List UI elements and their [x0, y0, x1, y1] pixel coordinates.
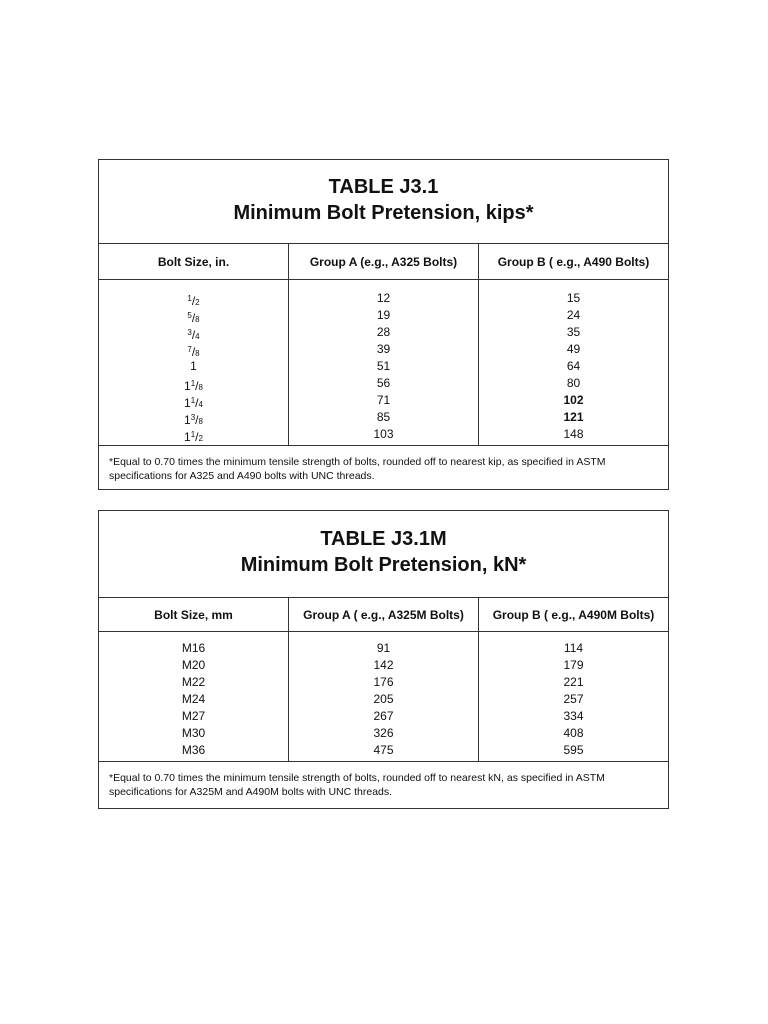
- group-a-column: [289, 280, 479, 445]
- bolt-size-cell: $1^1/2$: [184, 430, 203, 444]
- group-b-cell: 49: [566, 342, 581, 356]
- table-header-row: [99, 598, 668, 632]
- group-a-cell: 51: [376, 359, 391, 373]
- bolt-size-cell: M36: [181, 743, 206, 757]
- group-b-column: [479, 280, 668, 445]
- bolt-size-cell: M22: [181, 675, 206, 689]
- group-a-cell: 85: [376, 410, 391, 424]
- group-b-cell: 221: [563, 675, 584, 689]
- group-a-column: [289, 632, 479, 761]
- group-a-cell: 326: [373, 726, 394, 740]
- bolt-size-cell: M30: [181, 726, 206, 740]
- bolt-size-cell: M27: [181, 709, 206, 723]
- table-title: TABLE J3.1M: [320, 528, 447, 550]
- group-b-cell: 15: [566, 291, 581, 305]
- group-a-cell: 12: [376, 291, 391, 305]
- group-b-cell: 257: [563, 692, 584, 706]
- column-header-bolt-size: Bolt Size, in.: [99, 244, 289, 279]
- bolt-size-cell: $^1$/2: [187, 294, 200, 308]
- group-a-cell: 267: [373, 709, 394, 723]
- column-header-group-b: Group B ( e.g., A490M Bolts): [492, 607, 655, 622]
- group-b-cell: 102: [563, 393, 584, 407]
- bolt-size-cell: 1: [190, 359, 197, 373]
- bolt-size-cell: $1^1/4$: [184, 396, 203, 410]
- column-header-group-a: Group A ( e.g., A325M Bolts): [289, 598, 479, 631]
- group-a-cell: 205: [373, 692, 394, 706]
- group-b-cell: 35: [566, 325, 581, 339]
- group-a-cell: 71: [376, 393, 391, 407]
- group-b-cell: 64: [566, 359, 581, 373]
- group-a-cell: 39: [376, 342, 391, 356]
- bolt-size-column: [99, 280, 289, 445]
- table-j3-1m: [98, 510, 669, 809]
- group-b-cell: 24: [566, 308, 581, 322]
- table-title-block: [99, 160, 668, 244]
- table-body: [99, 632, 668, 762]
- group-a-cell: 91: [376, 641, 391, 655]
- column-header-group-b: Group B ( e.g., A490 Bolts): [497, 254, 650, 269]
- column-header-group-a: Group A (e.g., A325 Bolts): [289, 244, 479, 279]
- group-a-cell: 475: [373, 743, 394, 757]
- table-header-row: [99, 244, 668, 280]
- bolt-size-column: [99, 632, 289, 761]
- group-a-cell: 28: [376, 325, 391, 339]
- group-b-cell: 80: [566, 376, 581, 390]
- bolt-size-cell: M16: [181, 641, 206, 655]
- table-subtitle: Minimum Bolt Pretension, kN*: [240, 554, 527, 576]
- table-footnote: *Equal to 0.70 times the minimum tensile strength of bolts, rounded off to nearest kN, as specified in ASTM specifications for A325M and A490M bolts with UNC threads.: [109, 772, 605, 798]
- table-body: [99, 280, 668, 446]
- group-a-cell: 142: [373, 658, 394, 672]
- bolt-size-cell: M20: [181, 658, 206, 672]
- table-title: TABLE J3.1: [328, 176, 439, 198]
- group-a-cell: 19: [376, 308, 391, 322]
- bolt-size-cell: $^3$/4: [187, 328, 200, 342]
- bolt-size-cell: $1^3/8$: [184, 413, 203, 427]
- group-b-column: [479, 632, 668, 761]
- table-j3-1: [98, 159, 669, 490]
- group-a-cell: 103: [373, 427, 394, 441]
- group-b-cell: 408: [563, 726, 584, 740]
- bolt-size-cell: M24: [181, 692, 206, 706]
- group-a-cell: 56: [376, 376, 391, 390]
- table-footnote: *Equal to 0.70 times the minimum tensile strength of bolts, rounded off to nearest kip, as specified in ASTM specifications for A325 and A490 bolts with UNC threads.: [109, 456, 606, 482]
- bolt-size-cell: $^7$/8: [187, 345, 200, 359]
- bolt-size-cell: $^5$/8: [187, 311, 200, 325]
- group-b-cell: 148: [563, 427, 584, 441]
- column-header-bolt-size: Bolt Size, mm: [99, 598, 289, 631]
- group-b-cell: 114: [563, 641, 584, 655]
- group-b-cell: 334: [563, 709, 584, 723]
- table-subtitle: Minimum Bolt Pretension, kips*: [233, 202, 534, 224]
- bolt-size-cell: $1^1/8$: [184, 379, 203, 393]
- group-b-cell: 179: [563, 658, 584, 672]
- group-b-cell: 595: [563, 743, 584, 757]
- group-b-cell: 121: [563, 410, 584, 424]
- table-title-block: [99, 511, 668, 598]
- group-a-cell: 176: [373, 675, 394, 689]
